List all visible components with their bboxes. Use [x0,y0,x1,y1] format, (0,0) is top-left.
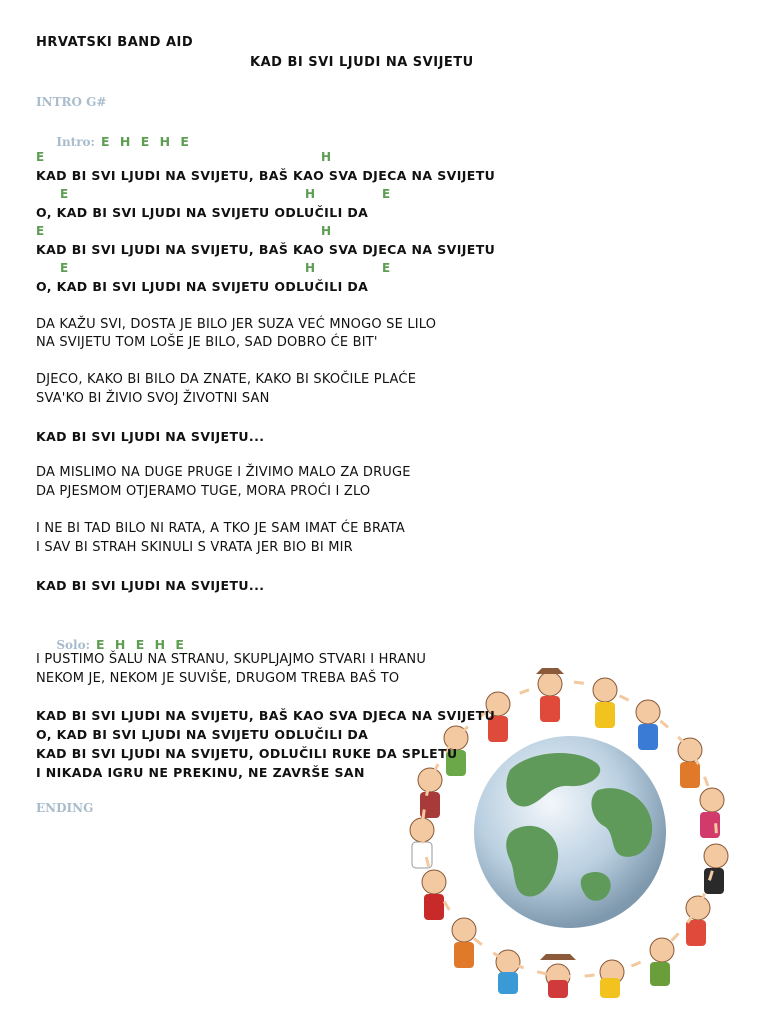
verse-line: DJECO, KAKO BI BILO DA ZNATE, KAKO BI SKOČILE PLAĆE [36,372,417,387]
chord-marker: E [60,187,69,201]
intro-chords: E H E H E [100,134,192,149]
chord-marker: E [36,150,45,164]
artist-name: HRVATSKI BAND AID [36,35,194,50]
final-chorus-line: KAD BI SVI LJUDI NA SVIJETU, ODLUČILI RUKE DA SPLETU [36,746,458,761]
chord-marker: H [321,150,332,164]
verse-line: I PUSTIMO ŠALU NA STRANU, SKUPLJAJMO STVARI I HRANU [36,652,427,667]
chord-marker: E [382,187,391,201]
verse-line: I NE BI TAD BILO NI RATA, A TKO JE SAM IMAT ĆE BRATA [36,521,405,536]
chord-marker: H [321,224,332,238]
intro-key-line: INTRO G# [36,95,107,109]
chorus-line: KAD BI SVI LJUDI NA SVIJETU, BAŠ KAO SVA DJECA NA SVIJETU [36,168,496,183]
ending-label: ENDING [36,801,94,815]
verse-line: NA SVIJETU TOM LOŠE JE BILO, SAD DOBRO ĆE BIT' [36,335,378,350]
intro-line [36,112,192,169]
chorus-reference: KAD BI SVI LJUDI NA SVIJETU... [36,429,265,444]
verse-line: I SAV BI STRAH SKINULI S VRATA JER BIO BI MIR [36,540,353,555]
chorus-line: O, KAD BI SVI LJUDI NA SVIJETU ODLUČILI DA [36,205,369,220]
verse-line: SVA'KO BI ŽIVIO SVOJ ŽIVOTNI SAN [36,391,270,406]
verse-line: DA KAŽU SVI, DOSTA JE BILO JER SUZA VEĆ MNOGO SE LILO [36,317,437,332]
verse-line: DA PJESMOM OTJERAMO TUGE, MORA PROĆI I ZLO [36,484,371,499]
chord-marker: E [36,224,45,238]
chord-marker: H [305,261,316,275]
chorus-line: KAD BI SVI LJUDI NA SVIJETU, BAŠ KAO SVA DJECA NA SVIJETU [36,242,496,257]
chord-marker: H [305,187,316,201]
final-chorus-line: I NIKADA IGRU NE PREKINU, NE ZAVRŠE SAN [36,765,365,780]
solo-label: Solo: [56,638,91,652]
chord-marker: E [382,261,391,275]
final-chorus-line: KAD BI SVI LJUDI NA SVIJETU, BAŠ KAO SVA DJECA NA SVIJETU [36,708,496,723]
solo-chords: E H E H E [96,637,187,652]
intro-label: Intro: [56,135,95,149]
final-chorus-line: O, KAD BI SVI LJUDI NA SVIJETU ODLUČILI DA [36,727,369,742]
chorus-line: O, KAD BI SVI LJUDI NA SVIJETU ODLUČILI DA [36,279,369,294]
chorus-reference: KAD BI SVI LJUDI NA SVIJETU... [36,578,265,593]
song-title: KAD BI SVI LJUDI NA SVIJETU [250,55,474,70]
chord-marker: E [60,261,69,275]
verse-line: DA MISLIMO NA DUGE PRUGE I ŽIVIMO MALO ZA DRUGE [36,465,411,480]
verse-line: NEKOM JE, NEKOM JE SUVIŠE, DRUGOM TREBA BAŠ TO [36,671,400,686]
